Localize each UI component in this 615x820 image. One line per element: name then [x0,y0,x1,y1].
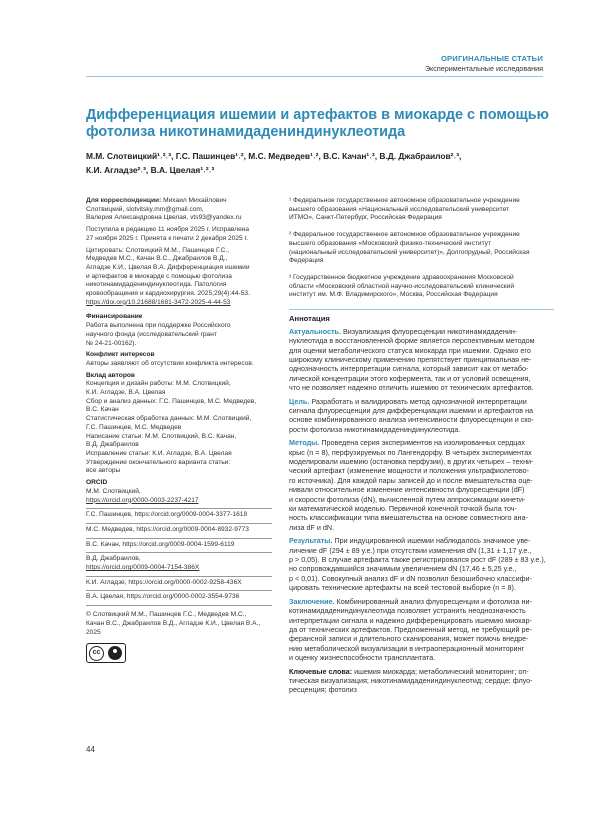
conflict-title: Конфликт интересов [86,351,155,359]
received-block [86,226,272,243]
authors-line: К.И. Агладзе²˒³, В.А. Цвелая¹˒²˒³ [86,164,215,175]
abstract-line: котинамидадениндинуклеотида позволяет устранить неоднозначность [289,606,526,616]
page-number: 44 [86,745,95,754]
copyright-line: 2025 [86,628,101,636]
abstract-line: крыс (n = 8), перфузируемых по Лангендорфу. В четырех экспериментах [289,447,532,457]
abstract-aim [289,397,554,435]
abstract-line: однозначность интерпретации сигнала, который зависит как от метабо- [289,364,529,374]
correspondence-label: Для корреспонденции: [86,197,162,204]
received-line: 27 ноября 2025 г. Принята к печати 2 декабря 2025 г. [86,234,248,242]
abstract-line: что не позволяет надежно отличить ишемию от технических артефактов. [289,383,534,393]
abstract-line: основе комбинированного анализа интенсивности флуоресценции и ско- [289,415,534,425]
received-line: Поступила в редакцию 11 ноября 2025 г. Исправлена [86,226,250,234]
abstract-line: p < 0,01). Совокупный анализ dF и dN позволил безошибочно классифи- [289,573,532,583]
article-info-column [86,197,272,663]
correspondence-text: Михаил Михайлович [161,197,227,204]
abstract-line: ки математической моделью. Первичной конечной точкой была точ- [289,504,517,514]
cc-license-badge[interactable] [86,643,272,663]
abstract-line: цировать технические артефакты на всей тестовой выборке (n = 8). [289,583,516,593]
keywords-line: ресценция; фотолиз [289,685,357,695]
affiliation-line: ¹ Федеральное государственное автономное образовательное учреждение [289,197,520,204]
orcid-link[interactable]: https://orcid.org/0009-0004-7154-386X [86,564,200,572]
copyright-line: © Слотвицкий М.М., Пашинцев Г.С., Медведев М.С., [86,611,247,619]
contrib-line: Концепция и дизайн работы: М.М. Слотвицкий, [86,380,231,388]
abstract-line: го источника). Для каждой пары записей до и после вмешательства оце- [289,475,533,485]
abstract-line: Разработать и валидировать метод однозначной интерпретации [311,396,527,406]
orcid-entry[interactable]: В.А. Цвелая, https://orcid.org/0000-0002-3554-9736 [86,593,240,601]
conflict-text: Авторы заявляют об отсутствии конфликта интересов. [86,359,254,367]
funding-title: Финансирование [86,313,143,321]
abstract-line: Визуализация флуоресценции никотинамидаденин- [342,326,518,336]
abstract-line: интерпретации сигнала и надежно дифференцировать ишемию миокар- [289,615,532,625]
correspondence-block [86,197,272,223]
abstract-line: личение dF (294 ± 89 у.е.) при отсутствии изменения dN (1,31 ± 1,17 у.е., [289,545,532,555]
abstract-line: сигнала флуоресценции для дифференциации ишемии и артефактов на [289,405,534,415]
contrib-line: Сбор и анализ данных: Г.С. Пашинцев, М.С. Медведев, [86,397,257,405]
orcid-entry [86,555,272,572]
contrib-line: Исправление статьи: К.И. Агладзе, В.А. Цвелая [86,449,232,457]
abstract-line: ферансной записи и длительного сканирования, может помочь внедре- [289,634,529,644]
abstract-conclusion [289,597,554,663]
keywords-label: Ключевые слова: [289,666,353,676]
affiliation-line: ² Федеральное государственное автономное образовательное учреждение [289,231,520,239]
abstract-line: Проведена серия экспериментов на изолированных сердцах [321,438,526,448]
orcid-entry[interactable]: К.И. Агладзе, https://orcid.org/0000-0002-9258-436X [86,578,242,586]
affiliation-line: (национальный исследовательский университет)», Долгопрудный, Российская [289,248,530,256]
title-line: Дифференциация ишемии и артефактов в миокарде с помощью [86,107,549,123]
contrib-line: Статистическая обработка данных: М.М. Слотвицкий, [86,415,252,423]
correspondence-line[interactable]: Слотвицкий, slotvitsky.mm@gmail.com, [86,205,204,213]
abstract-line: лической концентрации этого кофермента, так и от условий освещения, [289,373,531,383]
citation-line: Медведев М.С., Качан В.С., Джабраилов В.Д., [86,255,228,263]
abstract-line: Комбинированный анализ флуоресценции и фотолиза ни- [336,596,532,606]
cc-box [86,643,126,663]
doi-link[interactable]: https://doi.org/10.21688/1681-3472-2025-4-44-53 [86,298,231,306]
affiliation-line: институт им. М.Ф. Владимирского», Москва, Российская Федерация [289,291,498,299]
orcid-title: ORCID [86,479,108,487]
orcid-link[interactable]: https://orcid.org/0000-0003-2237-4217 [86,496,199,504]
abstract-line: ность классификации типа вмешательства на основе совместного ана- [289,513,528,523]
keywords-line: тическая визуализация; никотинамидадениндинуклеотид; сердце; флуо- [289,675,533,685]
correspondence-line [86,197,272,206]
contrib-line: Утверждение окончательного варианта статьи: [86,458,231,466]
subsection-label: Экспериментальные исследования [424,64,543,73]
abstract-methods [289,438,554,532]
abstract-line: и скорости фотолиза (dN), вычисленной путем аппроксимации кинети- [289,494,526,504]
affiliation-line: Федерация [289,257,324,265]
funding-line: № 24-21-00162). [86,339,137,347]
citation-block [86,247,272,308]
by-icon [108,646,122,660]
abstract-line: нивали относительное изменение интенсивности флуоресценции (dF) [289,485,525,495]
abstract-line: для оценки метаболического статуса миокарда при ишемии. Однако его [289,345,531,355]
abstract-label: Результаты. [289,536,333,546]
abstract-line: но сопровождавшийся значимым увеличением dN (17,46 ± 5,25 у.е., [289,564,517,574]
citation-line: кровообращения и кардиохирургия. 2025;29(4):44-53. [86,290,250,298]
article-title [86,107,556,141]
abstract-line: моделировали ишемию (остановка перфузии), в других четырех – техни- [289,457,534,467]
abstract-line: да от технических артефактов. Предложенный метод, не требующий ре- [289,624,532,634]
contrib-title: Вклад авторов [86,371,135,379]
abstract-results [289,536,554,592]
abstract-divider [289,309,554,310]
abstract-line: нуклеотида в восстановленной форме является перспективным методом [289,336,535,346]
citation-line: и артефактов в миокарде с помощью фотолиза [86,272,232,280]
citation-line: никотинамидадениндинуклеотида. Патология [86,281,227,289]
affiliation-line: высшего образования «Национальный исследовательский университет [289,205,510,213]
affiliation-block [289,274,554,300]
affiliation-line: высшего образования «Московский физико-технический институт [289,239,491,247]
contrib-line: В.Д. Джабраилов [86,441,139,449]
title-line: фотолиза никотинамидадениндинуклеотида [86,124,406,140]
authors-line: М.М. Слотвицкий¹˒²˒³, Г.С. Пашинцев¹˒², М.С. Медведев¹˒², В.С. Качан¹˒², В.Д. Джабраилов²˒³, [86,151,462,161]
orcid-entry[interactable]: Г.С. Пашинцев, https://orcid.org/0009-0004-3377-1618 [86,511,248,519]
abstract-line: широкому клиническому применению препятствует принципиальная не- [289,354,532,364]
affiliation-line: ³ Государственное бюджетное учреждение здравоохранения Московской [289,273,514,281]
abstract-label: Методы. [289,438,320,448]
abstract-label: Актуальность. [289,326,341,336]
abstract-line: При индуцированной ишемии наблюдалось значимое уве- [334,536,531,546]
abstract-line: p > 0,05). В случае артефакта также регистрировался рост dF (289 ± 83 у.е.), [289,555,546,565]
orcid-entry [86,488,272,505]
funding-line: научного фонда (исследовательский грант [86,330,217,338]
copyright-line: Качан В.С., Джабраилов В.Д., Агладзе К.И., Цвелая В.А., [86,619,261,627]
contrib-line: В.С. Качан [86,406,119,414]
funding-line: Работа выполнена при поддержке Российского [86,322,231,330]
main-column [289,197,554,695]
abstract-title: Аннотация [289,314,330,324]
affiliation-block [289,231,554,266]
abstract-line: ческий артефакт (изменение мощности и положения ультрафиолетово- [289,466,530,476]
keywords-line: ишемия миокарда; метаболический мониторинг; оп- [354,666,529,676]
abstract-line: лиза dF и dN. [289,522,335,532]
orcid-entry[interactable]: М.С. Медведев, https://orcid.org/0009-0004-8932-9773 [86,525,249,533]
correspondence-line[interactable]: Валерия Александровна Цвелая, vts93@yandex.ru [86,214,242,222]
authors-list [86,150,556,177]
abstract-line: и оценку жизнеспособности трансплантата. [289,653,436,663]
contrib-line: К.И. Агладзе, В.А. Цвелая [86,389,166,397]
abstract-line: нию метаболической визуализации в интраоперационный мониторинг [289,643,525,653]
abstract-label: Заключение. [289,596,335,606]
contrib-line: Написание статьи: М.М. Слотвицкий, В.С. Качан, [86,432,237,440]
affiliation-block [289,197,554,223]
cc-icon: cc [89,646,104,661]
citation-line: Цитировать: Слотвицкий М.М., Пашинцев Г.С., [86,246,230,254]
contrib-line: Г.С. Пашинцев, М.С. Медведев [86,423,182,431]
header-divider [86,76,543,77]
keywords [289,667,554,695]
affiliation-line: области «Московский областной научно-исследовательский клинический [289,282,515,290]
abstract-line: рости фотолиза никотинамидадениндинуклеотида. [289,424,461,434]
section-label: ОРИГИНАЛЬНЫЕ СТАТЬИ [440,54,543,63]
affiliation-line: ИТМО», Санкт-Петербург, Российская Федерация [289,214,442,222]
abstract-relevance [289,327,554,393]
orcid-author: В.Д. Джабраилов, [86,555,141,563]
orcid-entry[interactable]: В.С. Качан, https://orcid.org/0009-0004-1599-6119 [86,540,235,548]
citation-line: Агладзе К.И., Цвелая В.А. Дифференциация ишемии [86,263,250,271]
abstract-label: Цель. [289,396,310,406]
orcid-author: М.М. Слотвицкий, [86,487,141,495]
contrib-line: все авторы [86,467,121,475]
